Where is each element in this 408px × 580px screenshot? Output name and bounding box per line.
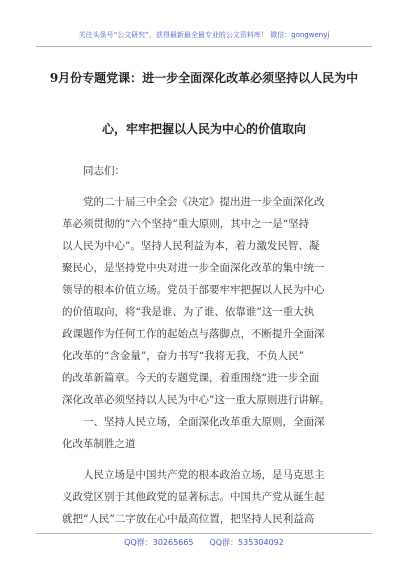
salutation: 同志们： <box>83 165 125 177</box>
body-line: 人民立场是中国共产党的根本政治立场，是马克思主 <box>83 469 325 481</box>
header-divider <box>36 46 372 47</box>
footer-contact: QQ群：30265665 QQ群：535304092 <box>124 538 284 547</box>
body-line: 义政党区别于其他政党的显著标志。中国共产党从诞生起 <box>62 491 325 503</box>
body-line: 革必须贯彻的“六个坚持”重大原则，其中之一是“坚持 <box>62 218 310 230</box>
body-line: 领导的根本价值立场。党员干部要牢牢把握以人民为中心 <box>62 284 325 296</box>
section-heading-line: 化改革制胜之道 <box>62 438 136 450</box>
body-line: 的价值取向，将“我是谁、为了谁、依靠谁”这一重大执 <box>62 306 315 318</box>
body-line: 党的二十届三中全会《决定》提出进一步全面深化改 <box>83 196 325 208</box>
body-line: 聚民心，是坚持党中央对进一步全面深化改革的集中统一 <box>62 262 325 274</box>
footer-divider <box>36 533 372 534</box>
document-title-line-1: 9月份专题党课：进一步全面深化改革必须坚持以人民为中 <box>49 71 359 85</box>
section-heading-line: 一、坚持人民立场，全面深化改革重大原则，全面深 <box>83 416 325 428</box>
body-line: 政课题作为任何工作的起始点与落脚点，不断提升全面深 <box>62 328 325 340</box>
body-line: 化改革的“含金量”，奋力书写“我将无我，不负人民” <box>62 350 304 362</box>
body-line: 深化改革必须坚持以人民为中心”这一重大原则进行讲解。 <box>62 394 330 406</box>
body-line: 的改革新篇章。今天的专题党课，着重围绕“进一步全面 <box>62 372 320 384</box>
body-line: 就把“人民”二字放在心中最高位置，把坚持人民利益高 <box>62 513 315 525</box>
body-line: 以人民为中心”。坚持人民利益为本，着力激发民智、凝 <box>62 240 320 252</box>
header-banner: 关注头条号“公文研究”，获得最新最全最专业的公文资料库！ 微信：gongwenyj <box>78 31 330 39</box>
document-title-line-2: 心，牢牢把握以人民为中心的价值取向 <box>101 122 306 136</box>
